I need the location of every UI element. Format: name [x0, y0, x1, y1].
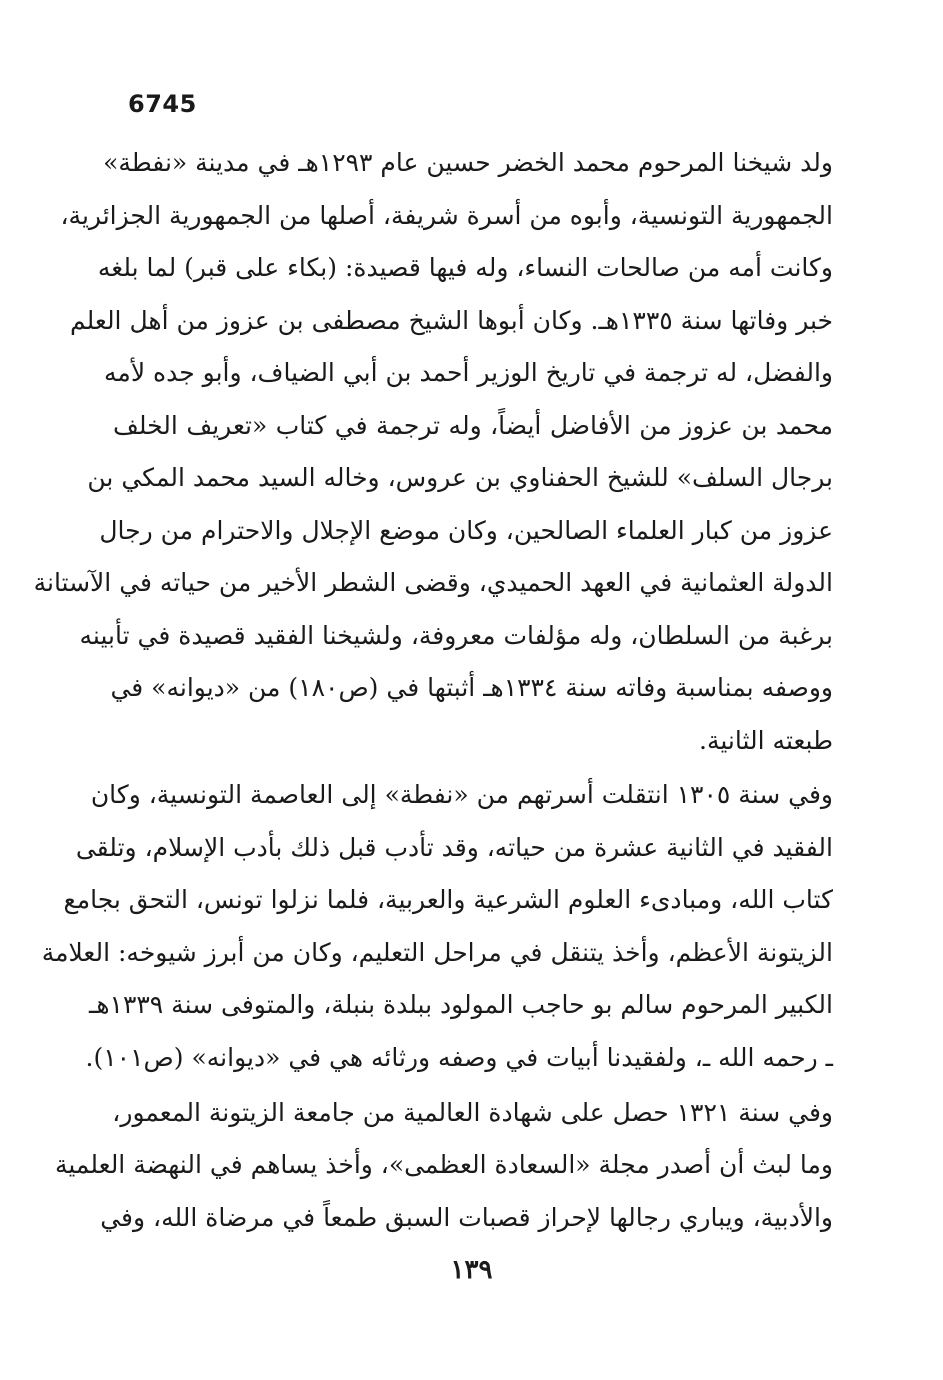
text-line: برغبة من السلطان، وله مؤلفات معروفة، ولشيخنا الفقيد قصيدة في تأبينه — [79, 621, 833, 650]
text-line: ـ رحمه الله ـ، ولفقيدنا أبيات في وصفه ورثائه هي في «ديوانه» (ص١٠١). — [85, 1043, 833, 1072]
text-line: محمد بن عزوز من الأفاضل أيضاً، وله ترجمة في كتاب «تعريف الخلف — [113, 411, 833, 440]
text-line: وفي سنة ١٣٠٥ انتقلت أسرتهم من «نفطة» إلى العاصمة التونسية، وكان — [90, 780, 833, 809]
text-line: كتاب الله، ومبادىء العلوم الشرعية والعربية، فلما نزلوا تونس، التحق بجامع — [63, 885, 833, 914]
text-line: برجال السلف» للشيخ الحفناوي بن عروس، وخاله السيد محمد المكي بن — [87, 463, 833, 492]
text-line: والأدبية، ويباري رجالها لإحراز قصبات السبق طمعاً في مرضاة الله، وفي — [100, 1203, 833, 1232]
text-line: عزوز من كبار العلماء الصالحين، وكان موضع الإجلال والاحترام من رجال — [99, 516, 833, 545]
text-line: وكانت أمه من صالحات النساء، وله فيها قصيدة: (بكاء على قبر) لما بلغه — [97, 253, 833, 282]
text-line: الجمهورية التونسية، وأبوه من أسرة شريفة، أصلها من الجمهورية الجزائرية، — [60, 201, 833, 230]
text-line: ووصفه بمناسبة وفاته سنة ١٣٣٤هـ أثبتها في (ص١٨٠) من «ديوانه» في — [110, 673, 833, 702]
reference-number: 6745 — [128, 90, 197, 118]
text-line: وفي سنة ١٣٢١ حصل على شهادة العالمية من جامعة الزيتونة المعمور، — [112, 1098, 833, 1127]
page-number: ١٣٩ — [450, 1255, 493, 1285]
text-line: الفقيد في الثانية عشرة من حياته، وقد تأدب قبل ذلك بأدب الإسلام، وتلقى — [75, 833, 833, 862]
text-line: ولد شيخنا المرحوم محمد الخضر حسين عام ١٢٩٣هـ في مدينة «نفطة» — [103, 148, 833, 177]
text-line: الدولة العثمانية في العهد الحميدي، وقضى الشطر الأخير من حياته في الآستانة — [33, 568, 833, 597]
text-line: وما لبث أن أصدر مجلة «السعادة العظمى»، وأخذ يساهم في النهضة العلمية — [54, 1150, 833, 1179]
text-line: والفضل، له ترجمة في تاريخ الوزير أحمد بن أبي الضياف، وأبو جده لأمه — [104, 358, 833, 387]
text-line: طبعته الثانية. — [699, 726, 833, 755]
text-line: الزيتونة الأعظم، وأخذ يتنقل في مراحل التعليم، وكان من أبرز شيوخه: العلامة — [41, 938, 833, 967]
text-line: الكبير المرحوم سالم بو حاجب المولود ببلدة بنبلة، والمتوفى سنة ١٣٣٩هـ — [89, 990, 833, 1019]
text-line: خبر وفاتها سنة ١٣٣٥هـ. وكان أبوها الشيخ مصطفى بن عزوز من أهل العلم — [69, 306, 833, 335]
